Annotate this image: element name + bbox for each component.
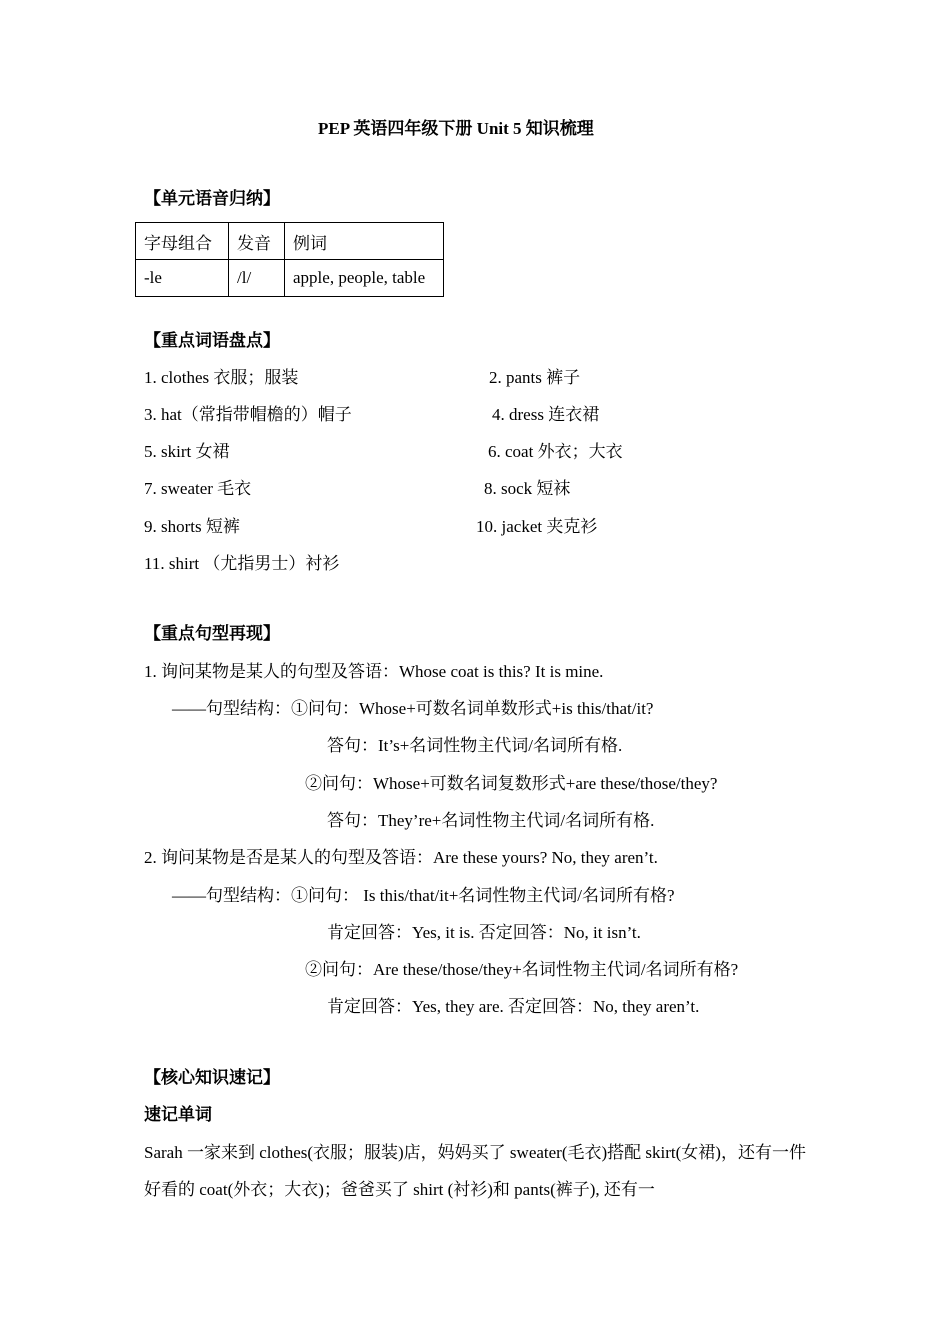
vocab-item: 10. jacket 夹克衫 bbox=[476, 517, 598, 536]
section-heading-vocab: 【重点词语盘点】 bbox=[144, 331, 280, 350]
table-header-cell: 字母组合 bbox=[136, 223, 229, 260]
vocab-item: 1. clothes 衣服；服装 bbox=[144, 368, 299, 387]
page-title: PEP 英语四年级下册 Unit 5 知识梳理 bbox=[318, 119, 594, 138]
vocab-item: 4. dress 连衣裙 bbox=[492, 405, 600, 424]
table-header-cell: 例词 bbox=[285, 223, 444, 260]
vocab-item: 9. shorts 短裤 bbox=[144, 517, 240, 536]
table-header-row bbox=[136, 223, 444, 260]
table-row bbox=[136, 260, 444, 297]
section-heading-core: 【核心知识速记】 bbox=[144, 1068, 280, 1087]
table-cell: apple, people, table bbox=[285, 260, 444, 297]
vocab-item: 8. sock 短袜 bbox=[484, 479, 571, 498]
story-paragraph: Sarah 一家来到 clothes(衣服；服装)店，妈妈买了 sweater(毛衣)搭配 skirt(女裙)，还有一件好看的 coat(外衣；大衣)；爸爸买了 shirt (衬衫)和 pants(裤子), 还有一 bbox=[144, 1143, 806, 1199]
sentence-line: 答句：It’s+名词性物主代词/名词所有格. bbox=[327, 736, 623, 755]
vocab-item: 6. coat 外衣；大衣 bbox=[488, 442, 623, 461]
phonics-table bbox=[135, 222, 444, 297]
vocab-item: 7. sweater 毛衣 bbox=[144, 479, 252, 498]
section-heading-sentences: 【重点句型再现】 bbox=[144, 624, 280, 643]
subheading-vocab-memory: 速记单词 bbox=[144, 1105, 212, 1124]
table-cell: /l/ bbox=[229, 260, 285, 297]
table-header-cell: 发音 bbox=[229, 223, 285, 260]
vocab-item: 2. pants 裤子 bbox=[489, 368, 581, 387]
sentence-line: 肯定回答：Yes, they are. 否定回答：No, they aren’t. bbox=[327, 997, 700, 1016]
section-heading-phonics: 【单元语音归纳】 bbox=[144, 189, 280, 208]
sentence-line: ——句型结构：①问句： Is this/that/it+名词性物主代词/名词所有格? bbox=[172, 886, 675, 905]
sentence-line: 答句：They’re+名词性物主代词/名词所有格. bbox=[327, 811, 655, 830]
sentence-line: 2. 询问某物是否是某人的句型及答语：Are these yours? No, they aren’t. bbox=[144, 848, 658, 867]
vocab-item: 5. skirt 女裙 bbox=[144, 442, 230, 461]
sentence-line: ②问句：Are these/those/they+名词性物主代词/名词所有格? bbox=[305, 960, 739, 979]
sentence-line: ——句型结构：①问句：Whose+可数名词单数形式+is this/that/it? bbox=[172, 699, 654, 718]
vocab-item: 11. shirt （尤指男士）衬衫 bbox=[144, 554, 340, 573]
vocab-item: 3. hat（常指带帽檐的）帽子 bbox=[144, 405, 352, 424]
sentence-line: 肯定回答：Yes, it is. 否定回答：No, it isn’t. bbox=[327, 923, 641, 942]
sentence-line: 1. 询问某物是某人的句型及答语：Whose coat is this? It is mine. bbox=[144, 662, 604, 681]
sentence-line: ②问句：Whose+可数名词复数形式+are these/those/they? bbox=[305, 774, 718, 793]
table-cell: -le bbox=[136, 260, 229, 297]
